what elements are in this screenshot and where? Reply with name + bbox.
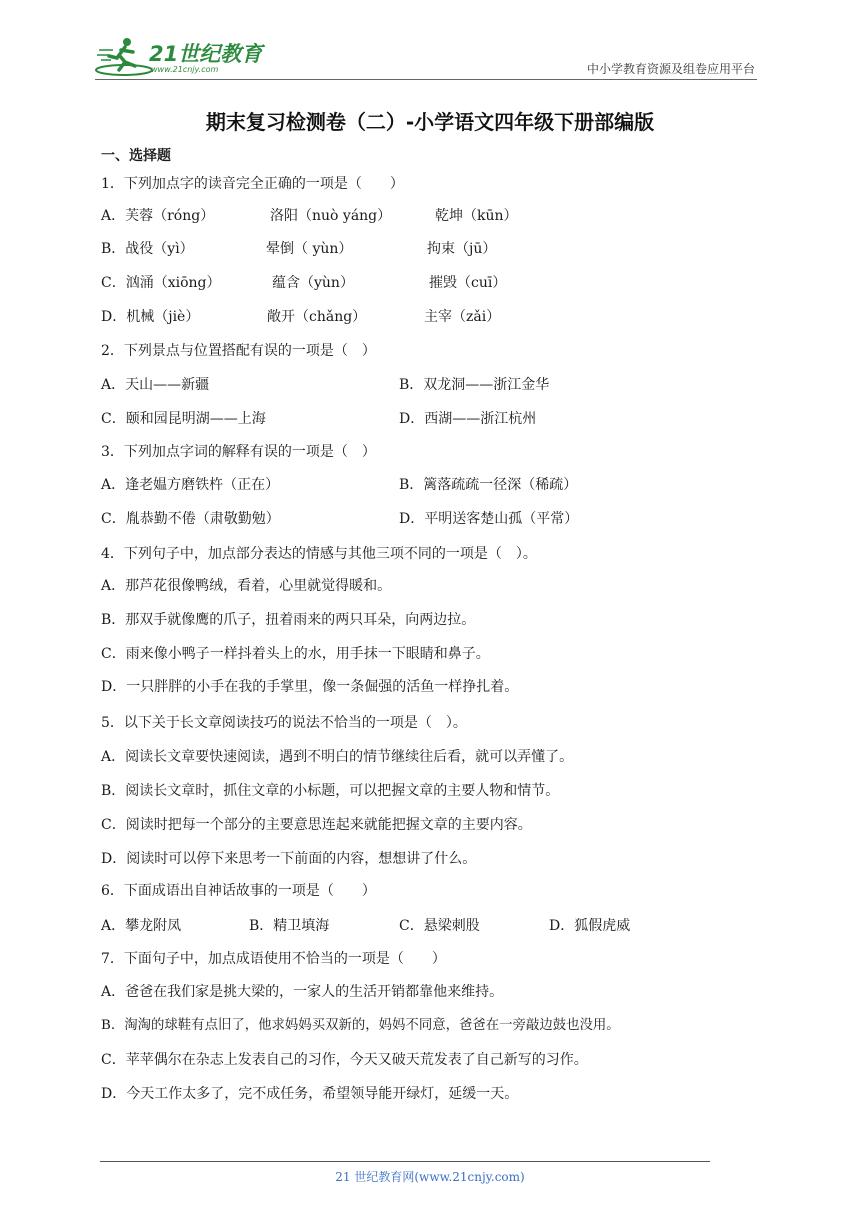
section-heading: 一、选择题	[101, 148, 171, 164]
q1-option: C．汹涌（xiōng）	[101, 275, 221, 291]
q4-option-d: D．一只胖胖的小手在我的手掌里，像一条倔强的活鱼一样挣扎着。	[101, 679, 519, 695]
q2-option-d: D．西湖——浙江杭州	[399, 411, 537, 427]
q2-option-a: A．天山——新疆	[101, 377, 210, 393]
footer-divider	[100, 1161, 710, 1162]
q6-option-a: A．攀龙附凤	[101, 918, 182, 934]
q7-option-a: A．爸爸在我们家是挑大梁的，一家人的生活开销都靠他来维持。	[101, 984, 504, 1000]
q7-option-c: C．苹苹偶尔在杂志上发表自己的习作，今天又破天荒发表了自己新写的习作。	[101, 1052, 588, 1068]
question-4-stem: 4．下列句子中，加点部分表达的情感与其他三项不同的一项是（ ）。	[101, 546, 537, 562]
site-logo	[95, 36, 265, 80]
page-title: 期末复习检测卷（二）-小学语文四年级下册部编版	[205, 110, 655, 134]
q7-option-b: B．淘淘的球鞋有点旧了，他求妈妈买双新的，妈妈不同意，爸爸在一旁敲边鼓也没用。	[101, 1018, 620, 1033]
q3-option-b: B．篱落疏疏一径深（稀疏）	[399, 477, 578, 493]
q5-option-b: B．阅读长文章时，抓住文章的小标题，可以把握文章的主要人物和情节。	[101, 783, 560, 799]
q1-option: 洛阳（nuò yáng）	[270, 208, 392, 224]
q7-option-d: D．今天工作太多了，完不成任务，希望领导能开绿灯，延缓一天。	[101, 1086, 519, 1102]
q5-option-c: C．阅读时把每一个部分的主要意思连起来就能把握文章的主要内容。	[101, 817, 532, 833]
q1-option: 摧毁（cuī）	[429, 275, 507, 291]
q3-option-d: D．平明送客楚山孤（平常）	[399, 511, 579, 527]
header-divider	[95, 79, 757, 80]
q1-option: 敞开（chǎng）	[267, 309, 367, 325]
q1-option: 晕倒（ yùn）	[266, 241, 353, 257]
q4-option-a: A．那芦花很像鸭绒，看着，心里就觉得暖和。	[101, 578, 392, 594]
q1-option: D．机械（jiè）	[101, 309, 200, 325]
question-7-stem: 7．下面句子中，加点成语使用不恰当的一项是（ ）	[101, 951, 446, 967]
page-header	[95, 36, 755, 80]
q1-option: 乾坤（kūn）	[435, 208, 518, 224]
question-5-stem: 5．以下关于长文章阅读技巧的说法不恰当的一项是（ ）。	[101, 715, 467, 731]
q6-option-b: B．精卫填海	[249, 918, 330, 934]
question-6-stem: 6．下面成语出自神话故事的一项是（ ）	[101, 883, 376, 899]
q5-option-d: D．阅读时可以停下来思考一下前面的内容，想想讲了什么。	[101, 851, 477, 867]
question-3-stem: 3．下列加点字词的解释有误的一项是（ ）	[101, 444, 376, 460]
q6-option-c: C．悬梁刺股	[399, 918, 480, 934]
page-footer[interactable]: 21 世纪教育网(www.21cnjy.com)	[335, 1170, 525, 1184]
q2-option-c: C．颐和园昆明湖——上海	[101, 411, 266, 427]
q1-option: 蕴含（yùn）	[272, 275, 354, 291]
q1-option: B．战役（yì）	[101, 241, 194, 257]
q3-option-c: C．胤恭勤不倦（肃敬勤勉）	[101, 511, 280, 527]
q1-option: 主宰（zǎi）	[424, 309, 501, 325]
logo-url: www.21cnjy.com	[151, 65, 219, 74]
q3-option-a: A．逢老媪方磨铁杵（正在）	[101, 477, 280, 493]
q1-option: 拘束（jū）	[427, 241, 497, 257]
platform-name: 中小学教育资源及组卷应用平台	[586, 62, 755, 76]
logo-text: 21世纪教育	[149, 42, 263, 66]
question-1-stem: 1．下列加点字的读音完全正确的一项是（ ）	[101, 176, 404, 192]
q5-option-a: A．阅读长文章要快速阅读，遇到不明白的情节继续往后看，就可以弄懂了。	[101, 749, 574, 765]
q2-option-b: B．双龙洞——浙江金华	[399, 377, 550, 393]
q1-option: A．芙蓉（róng）	[101, 208, 215, 224]
q4-option-c: C．雨来像小鸭子一样抖着头上的水，用手抹一下眼睛和鼻子。	[101, 646, 490, 662]
q4-option-b: B．那双手就像鹰的爪子，扭着雨来的两只耳朵，向两边拉。	[101, 612, 476, 628]
q6-option-d: D．狐假虎威	[549, 918, 631, 934]
runner-logo-icon	[95, 36, 153, 80]
question-2-stem: 2．下列景点与位置搭配有误的一项是（ ）	[101, 343, 376, 359]
